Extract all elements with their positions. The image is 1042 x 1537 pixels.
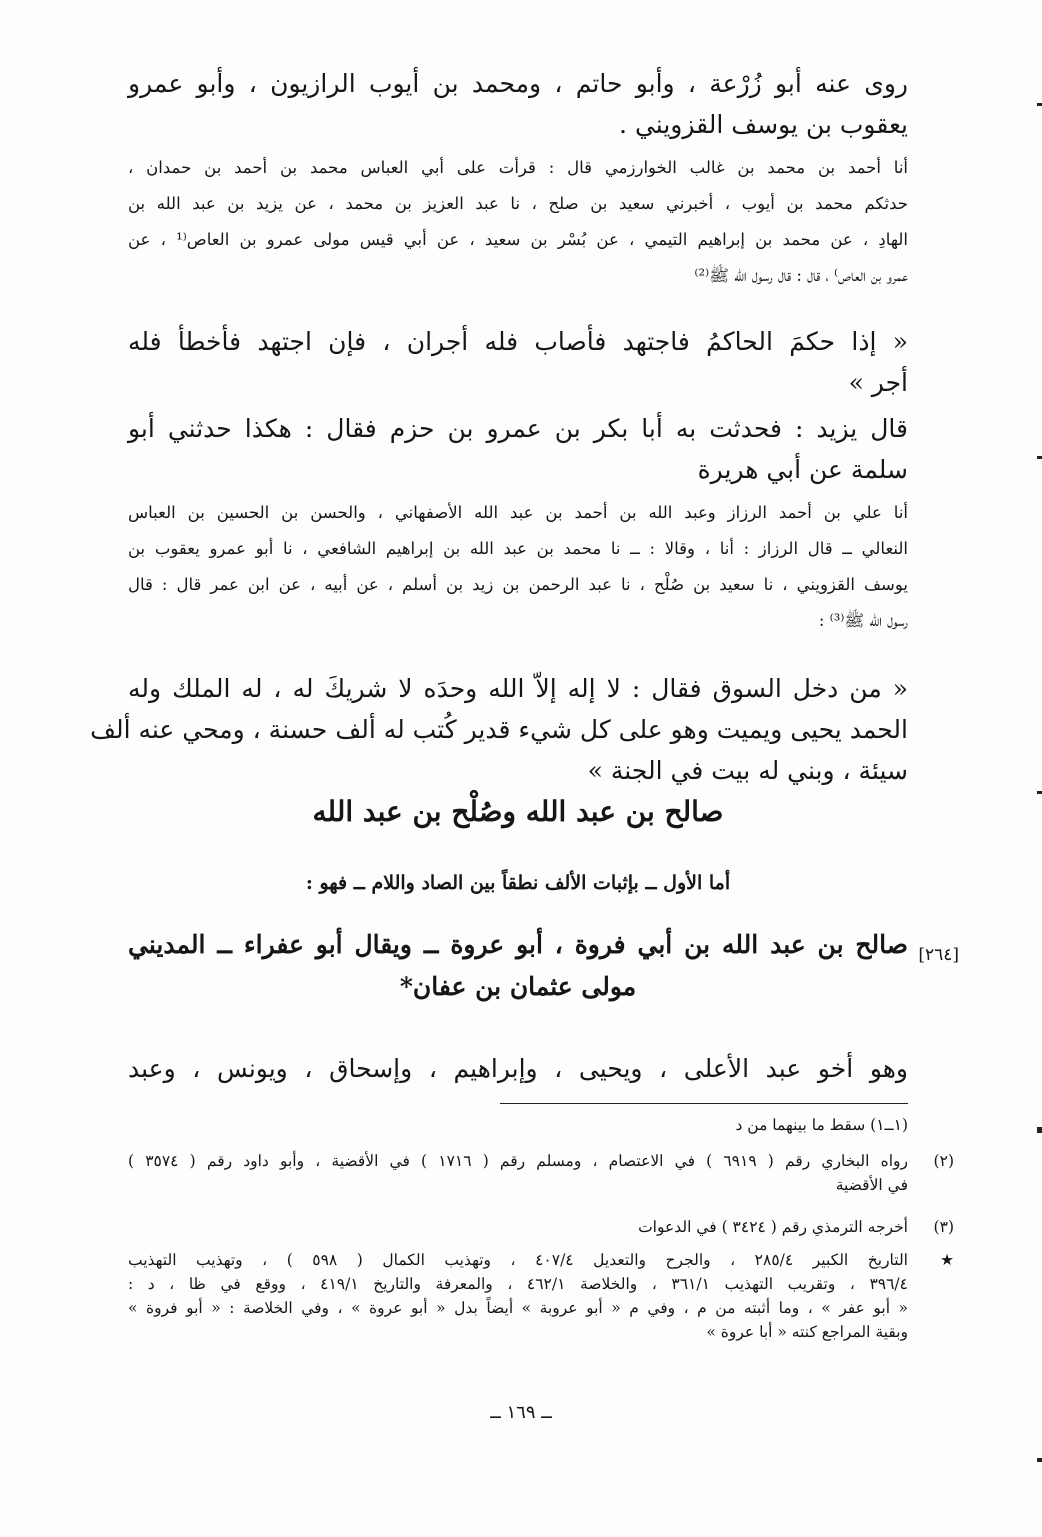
footnote-3 <box>128 1215 954 1239</box>
footnote-star <box>128 1248 954 1344</box>
footnote-line: رواه البخاري رقم ( ٦٩١٩ ) في الاعتصام ، ومسلم رقم ( ١٧١٦ ) في الأقضية ، وأبو داود رقم ( ٣٥٧٤ ) <box>128 1152 908 1170</box>
hadith-text-2 <box>90 668 908 791</box>
text-line: الهادِ ، عن محمد بن إبراهيم التيمي ، عن بُسْر بن سعيد ، عن أبي قيس مولى عمرو بن العاص⁽¹ ، عن <box>128 230 908 249</box>
footnote-marker: (٢) <box>933 1152 954 1170</box>
footnote-line: في الأقضية <box>835 1176 908 1194</box>
text-line: سيئة ، وبني له بيت في الجنة » <box>587 756 908 785</box>
paragraph-brothers <box>128 1048 908 1089</box>
paragraph-yazid <box>128 408 908 490</box>
footnote-line: وبقية المراجع كنته « أبا عروة » <box>706 1323 908 1341</box>
text-line: يوسف القزويني ، نا سعيد بن صُلْح ، نا عبد الرحمن بن زيد بن أسلم ، عن أبيه ، عن ابن عمر قال : قال <box>128 575 908 594</box>
footnote-line: التاريخ الكبير ٢٨٥/٤ ، والجرح والتعديل ٤٠٧/٤ ، وتهذيب الكمال ( ٥٩٨ ) ، وتهذيب التهذيب <box>128 1251 908 1269</box>
isnad-block-1 <box>128 150 908 294</box>
scan-edge-mark <box>1037 103 1042 106</box>
footnote-line: « أبو عفر » ، وما أثبته من م ، وفي م « أبو عروبة » أيضاً بدل « أبو عروة » ، وفي الخلاصة : « أبو فروة » <box>128 1299 908 1317</box>
text-line: رسول الله ﷺ⁽³⁾ : <box>818 611 908 630</box>
page-number: ــ ١٦٩ ــ <box>490 1402 552 1423</box>
scan-edge-mark <box>1037 1458 1042 1462</box>
text-line: أنا علي بن أحمد الرزاز وعبد الله بن أحمد بن عبد الله الأصفهاني ، والحسن بن الحسين بن العباس <box>128 503 908 522</box>
footnote-marker: (٣) <box>933 1218 954 1236</box>
text-line: حدثكم محمد بن أيوب ، أخبرني سعيد بن صلح ، نا عبد العزيز بن محمد ، عن يزيد بن عبد الله بن <box>128 194 908 213</box>
text-line: « إذا حكمَ الحاكمُ فاجتهد فأصاب فله أجران ، فإن اجتهد فأخطأ فله <box>128 327 908 356</box>
text-line: يعقوب بن يوسف القزويني . <box>619 110 908 139</box>
footnote-line: أخرجه الترمذي رقم ( ٣٤٢٤ ) في الدعوات <box>638 1218 908 1236</box>
section-subheading: أما الأول ــ بإثبات الألف نطقاً بين الصاد واللام ــ فهو : <box>305 872 731 894</box>
footnote-line: (١ــ١) سقط ما بينهما من د <box>735 1116 908 1134</box>
text-line: النعالي ــ قال الرزاز : أنا ، وقالا : ــ نا محمد بن عبد الله بن إبراهيم الشافعي ، نا أبو عمرو يعقوب بن <box>128 539 908 558</box>
footnote-separator <box>500 1103 908 1104</box>
paragraph-narrators <box>128 63 908 145</box>
entry-number: [٢٦٤] <box>918 945 959 965</box>
text-line: سلمة عن أبي هريرة <box>697 455 908 484</box>
footnote-1 <box>128 1113 908 1137</box>
star-icon: ★ <box>940 1251 954 1269</box>
text-line: « من دخل السوق فقال : لا إله إلاّ الله وحدَه لا شريكَ له ، له الملك وله <box>128 674 908 703</box>
text-line: أنا أحمد بن محمد بن غالب الخوارزمي قال : قرأت على أبي العباس محمد بن أحمد بن حمدان ، <box>128 158 908 177</box>
text-line: روى عنه أبو زُرْعة ، وأبو حاتم ، ومحمد بن أيوب الرازيون ، وأبو عمرو <box>128 69 908 98</box>
hadith-text-1 <box>128 321 908 403</box>
isnad-block-2 <box>128 495 908 639</box>
text-line: وهو أخو عبد الأعلى ، ويحيى ، وإبراهيم ، وإسحاق ، ويونس ، وعبد <box>128 1054 908 1083</box>
text-line: الحمد يحيى ويميت وهو على كل شيء قدير كُتب له ألف حسنة ، ومحي عنه ألف <box>90 715 908 744</box>
entry-title-line: مولى عثمان بن عفان* <box>399 972 637 1001</box>
text-line: أجر » <box>848 368 908 397</box>
scan-edge-mark <box>1037 1127 1042 1133</box>
text-line: قال يزيد : فحدثت به أبا بكر بن عمرو بن حزم فقال : هكذا حدثني أبو <box>128 414 908 443</box>
scan-edge-mark <box>1037 791 1042 794</box>
scan-edge-mark <box>1037 456 1042 459</box>
section-heading: صالح بن عبد الله وصُلْح بن عبد الله <box>312 795 724 828</box>
biography-entry <box>128 924 959 1008</box>
footnote-line: ٣٩٦/٤ ، وتقريب التهذيب ٣٦١/١ ، والخلاصة ٤٦٢/١ ، والمعرفة والتاريخ ٤١٩/١ ، ووقع في ظا ، د : <box>128 1275 908 1293</box>
entry-title-line: صالح بن عبد الله بن أبي فروة ، أبو عروة ــ ويقال أبو عفراء ــ المديني <box>128 930 908 959</box>
footnote-2 <box>128 1149 954 1197</box>
text-line: عمرو بن العاص⁾ ، قال : قال رسول الله ﷺ⁽²⁾ <box>694 266 908 285</box>
